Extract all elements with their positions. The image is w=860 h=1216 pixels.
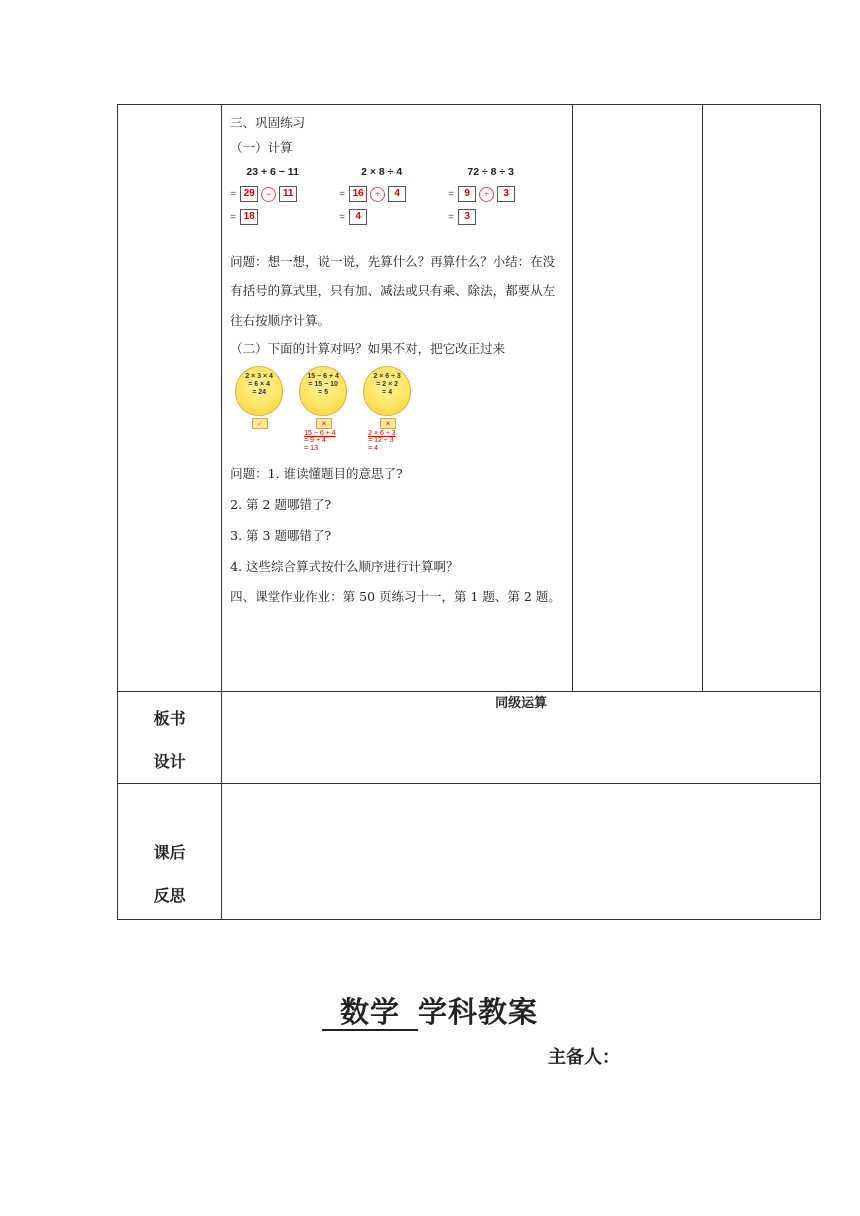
calc-exercises [230, 165, 563, 231]
operator-circle: − [261, 187, 276, 202]
answer-box: 9 [458, 186, 476, 202]
board-design-label: 板书 设计 [118, 692, 222, 784]
balloon-exercises [230, 366, 563, 452]
cross-mark-icon: × [380, 418, 396, 429]
balloon-icon: 2 × 3 × 4 = 6 × 4 = 24 [235, 366, 283, 416]
cross-mark-icon: × [316, 418, 332, 429]
calc-exercise-1: 23 + 6 − 11 = 29 − 11 = 18 [230, 165, 315, 231]
blank-column-4 [702, 105, 820, 692]
balloon-1 [230, 366, 288, 452]
calc-exercise-2: 2 × 8 ÷ 4 = 16 ÷ 4 = 4 [339, 165, 424, 231]
result-box: 18 [240, 209, 258, 225]
operator-circle: ÷ [479, 187, 494, 202]
title-rest: 学科教案 [418, 995, 539, 1029]
teaching-content-cell [222, 105, 572, 692]
lesson-plan-table [117, 104, 821, 920]
question-3: 3. 第 3 题哪错了? [230, 527, 332, 543]
question-4: 4. 这些综合算式按什么顺序进行计算啊？ [230, 558, 459, 574]
balloon-icon: 2 × 6 ÷ 3 = 2 × 2 = 4 [363, 366, 411, 416]
balloon-2 [294, 366, 352, 452]
result-box: 3 [458, 209, 476, 225]
question-1: 问题：1. 谁读懂题目的意思了? [230, 465, 403, 481]
balloon-icon: 15 − 6 + 4 = 15 − 10 = 5 [299, 366, 347, 416]
balloon-3 [358, 366, 416, 452]
preparer-label: 主备人： [548, 1047, 620, 1068]
result-box: 4 [349, 209, 367, 225]
board-design-content: 同级运算 [222, 692, 821, 784]
calc-expression: 2 × 8 ÷ 4 [361, 165, 403, 178]
check-mark-icon: ✓ [252, 418, 268, 429]
reflection-content [222, 784, 821, 920]
answer-box: 3 [497, 186, 515, 202]
question-2: 2. 第 2 题哪错了? [230, 496, 332, 512]
answer-box: 16 [349, 186, 367, 202]
reflection-row [118, 784, 821, 920]
calc-exercise-3: 72 ÷ 8 ÷ 3 = 9 ÷ 3 = 3 [448, 165, 533, 231]
page-title [0, 990, 860, 1031]
correction: 2 × 6 ÷ 3 = 12 ÷ 3 = 4 [368, 429, 396, 452]
answer-box: 29 [240, 186, 258, 202]
calc-subheading: （一）计算 [230, 139, 293, 155]
section4-homework: 四、课堂作业作业：第 50 页练习十一，第 1 题、第 2 题。 [230, 589, 561, 605]
summary-text: 问题：想一想，说一说，先算什么？再算什么？小结：在没有括号的算式里，只有加、减法或只有乘、除法，都要从左往右按顺序计算。 [230, 253, 556, 328]
blank-label-cell [118, 105, 222, 692]
answer-box: 4 [388, 186, 406, 202]
subject-name: 数学 [322, 995, 418, 1031]
check-subheading: （二）下面的计算对吗？如果不对，把它改正过来 [230, 341, 506, 357]
answer-box: 11 [279, 186, 297, 202]
section3-heading: 三、巩固练习 [230, 115, 306, 130]
correction: 15 − 6 + 4 = 9 + 4 = 13 [304, 429, 336, 452]
operator-circle: ÷ [370, 187, 385, 202]
blank-column-3 [572, 105, 702, 692]
reflection-label: 课后 反思 [118, 784, 222, 920]
calc-expression: 23 + 6 − 11 [246, 165, 299, 178]
content-row [118, 105, 821, 692]
calc-expression: 72 ÷ 8 ÷ 3 [467, 165, 514, 178]
board-design-row [118, 692, 821, 784]
